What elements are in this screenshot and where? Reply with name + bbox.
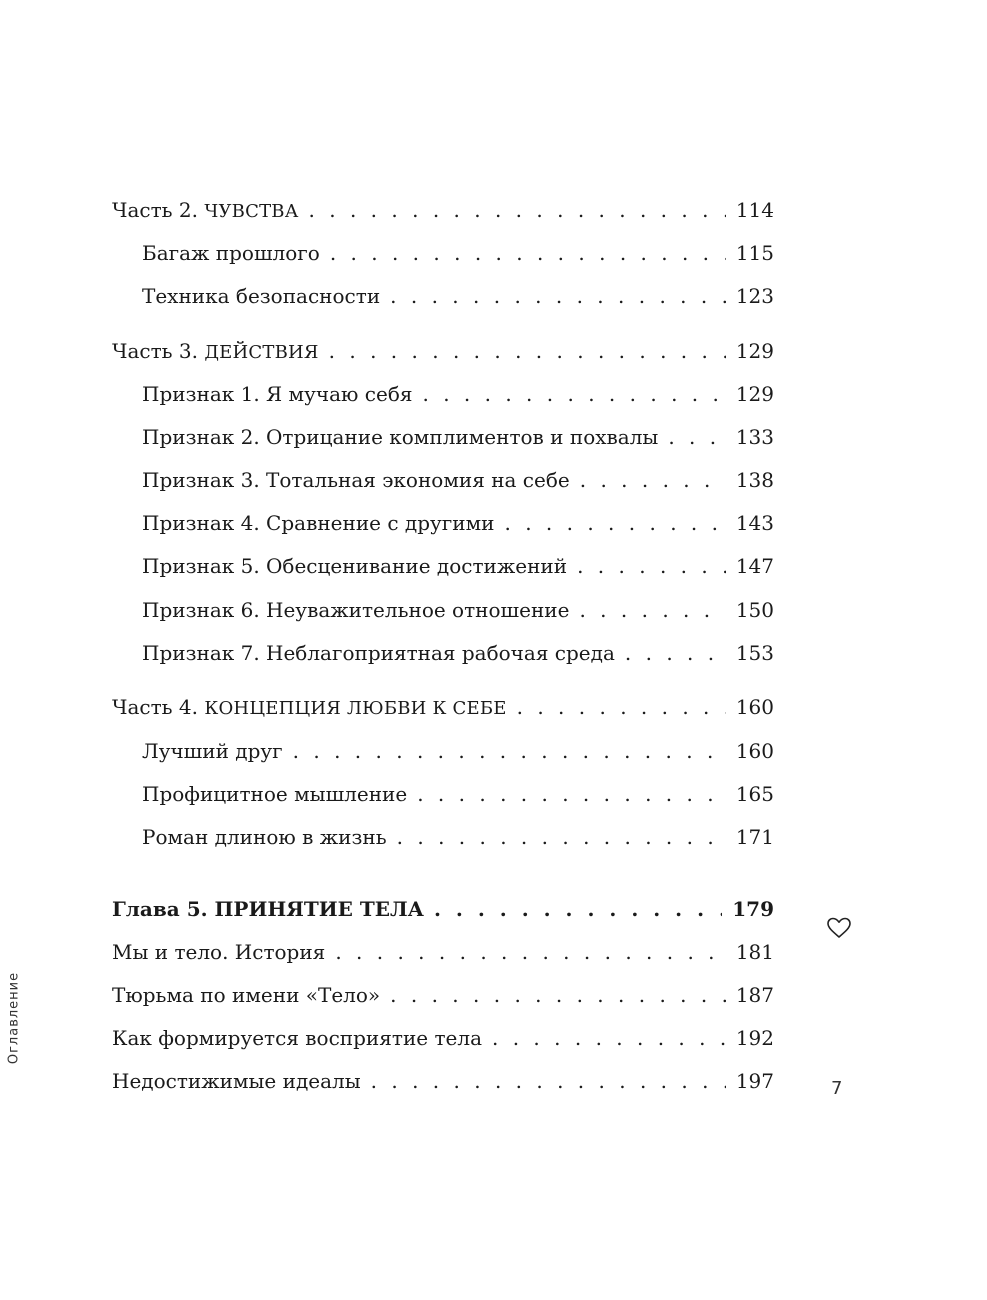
toc-entry[interactable] <box>112 1022 774 1054</box>
toc-entry[interactable] <box>142 594 774 626</box>
toc-page-number: 153 <box>735 641 774 665</box>
leader-dots <box>577 550 726 582</box>
leader-dots <box>330 237 726 269</box>
toc-entry-title: Признак 1. Я мучаю себя <box>142 382 413 406</box>
toc-chapter-title: Глава 5. ПРИНЯТИЕ ТЕЛА <box>112 897 424 921</box>
toc-page-number: 160 <box>735 739 774 763</box>
toc-entry-title: Багаж прошлого <box>142 241 320 265</box>
toc-entry-title: Признак 6. Неуважительное отношение <box>142 598 570 622</box>
running-section-label: Оглавление <box>6 971 22 1065</box>
toc-entry[interactable] <box>112 979 774 1011</box>
toc-entry-title: Роман длиною в жизнь <box>142 825 387 849</box>
toc-entry[interactable] <box>112 1065 774 1097</box>
toc-entry-title: Профицитное мышление <box>142 782 408 806</box>
toc-part-prefix: Часть 2. <box>112 198 198 222</box>
toc-page-number: 165 <box>735 782 774 806</box>
leader-dots <box>309 194 726 226</box>
toc-page-number: 181 <box>735 940 774 964</box>
toc-entry[interactable] <box>142 778 774 810</box>
toc-entry-title: Признак 4. Сравнение с другими <box>142 511 495 535</box>
toc-entry[interactable] <box>142 421 774 453</box>
leader-dots <box>422 378 725 410</box>
toc-part-3[interactable] <box>112 335 774 367</box>
leader-dots <box>293 735 726 767</box>
toc-page-number: 133 <box>735 425 774 449</box>
toc-page-number: 123 <box>735 284 774 308</box>
toc-part-title: КОНЦЕПЦИЯ ЛЮБВИ К СЕБЕ <box>204 698 507 719</box>
side-margin <box>826 915 856 1105</box>
toc-entry-title: Лучший друг <box>142 739 283 763</box>
leader-dots <box>390 979 726 1011</box>
toc-entry-title: Признак 2. Отрицание комплиментов и похвалы <box>142 425 659 449</box>
toc-page-number: 129 <box>735 382 774 406</box>
toc-entry-title: Признак 7. Неблагоприятная рабочая среда <box>142 641 615 665</box>
leader-dots <box>579 594 725 626</box>
toc-entry[interactable] <box>142 280 774 312</box>
toc-entry-title: Недостижимые идеалы <box>112 1069 361 1093</box>
toc-page-number: 147 <box>735 554 774 578</box>
toc-entry[interactable] <box>142 821 774 853</box>
page-number: 7 <box>831 1078 843 1099</box>
toc-page-number: 192 <box>735 1026 774 1050</box>
toc-page-number: 160 <box>735 695 774 719</box>
toc-page-number: 179 <box>732 897 774 921</box>
toc-entry[interactable] <box>142 464 774 496</box>
leader-dots <box>517 691 726 723</box>
toc-part-prefix: Часть 3. <box>112 339 198 363</box>
toc-entry-title: Мы и тело. История <box>112 940 326 964</box>
leader-dots <box>434 893 722 925</box>
toc-entry-title: Тюрьма по имени «Тело» <box>112 983 381 1007</box>
toc-page-number: 115 <box>735 241 774 265</box>
toc-entry[interactable] <box>142 550 774 582</box>
heart-icon <box>826 915 852 941</box>
toc-page-number: 187 <box>735 983 774 1007</box>
toc-entry[interactable] <box>142 507 774 539</box>
toc-page-number: 129 <box>735 339 774 363</box>
toc-entry[interactable] <box>142 237 774 269</box>
leader-dots <box>580 464 726 496</box>
toc-part-title: ЧУВСТВА <box>204 201 299 222</box>
toc-entry[interactable] <box>142 637 774 669</box>
leader-dots <box>417 778 726 810</box>
leader-dots <box>492 1022 726 1054</box>
toc-page-number: 114 <box>735 198 774 222</box>
toc-entry[interactable] <box>142 378 774 410</box>
leader-dots <box>371 1065 726 1097</box>
toc-part-4[interactable] <box>112 691 774 723</box>
toc-chapter-5[interactable] <box>112 893 774 925</box>
toc-entry-title: Техника безопасности <box>142 284 381 308</box>
leader-dots <box>335 936 726 968</box>
toc-page-number: 197 <box>735 1069 774 1093</box>
leader-dots <box>668 421 725 453</box>
toc-part-title: ДЕЙСТВИЯ <box>204 342 319 363</box>
toc-part-2[interactable] <box>112 194 774 226</box>
toc-page-number: 143 <box>735 511 774 535</box>
leader-dots <box>390 280 726 312</box>
toc-part-prefix: Часть 4. <box>112 695 198 719</box>
toc-entry[interactable] <box>112 936 774 968</box>
leader-dots <box>504 507 725 539</box>
toc-page-number: 138 <box>735 468 774 492</box>
toc-entry[interactable] <box>142 735 774 767</box>
leader-dots <box>329 335 726 367</box>
leader-dots <box>397 821 726 853</box>
leader-dots <box>625 637 726 669</box>
toc-page-number: 150 <box>735 598 774 622</box>
toc-entry-title: Признак 5. Обесценивание достижений <box>142 554 568 578</box>
toc-entry-title: Признак 3. Тотальная экономия на себе <box>142 468 570 492</box>
toc-page-number: 171 <box>735 825 774 849</box>
toc-entry-title: Как формируется восприятие тела <box>112 1026 482 1050</box>
